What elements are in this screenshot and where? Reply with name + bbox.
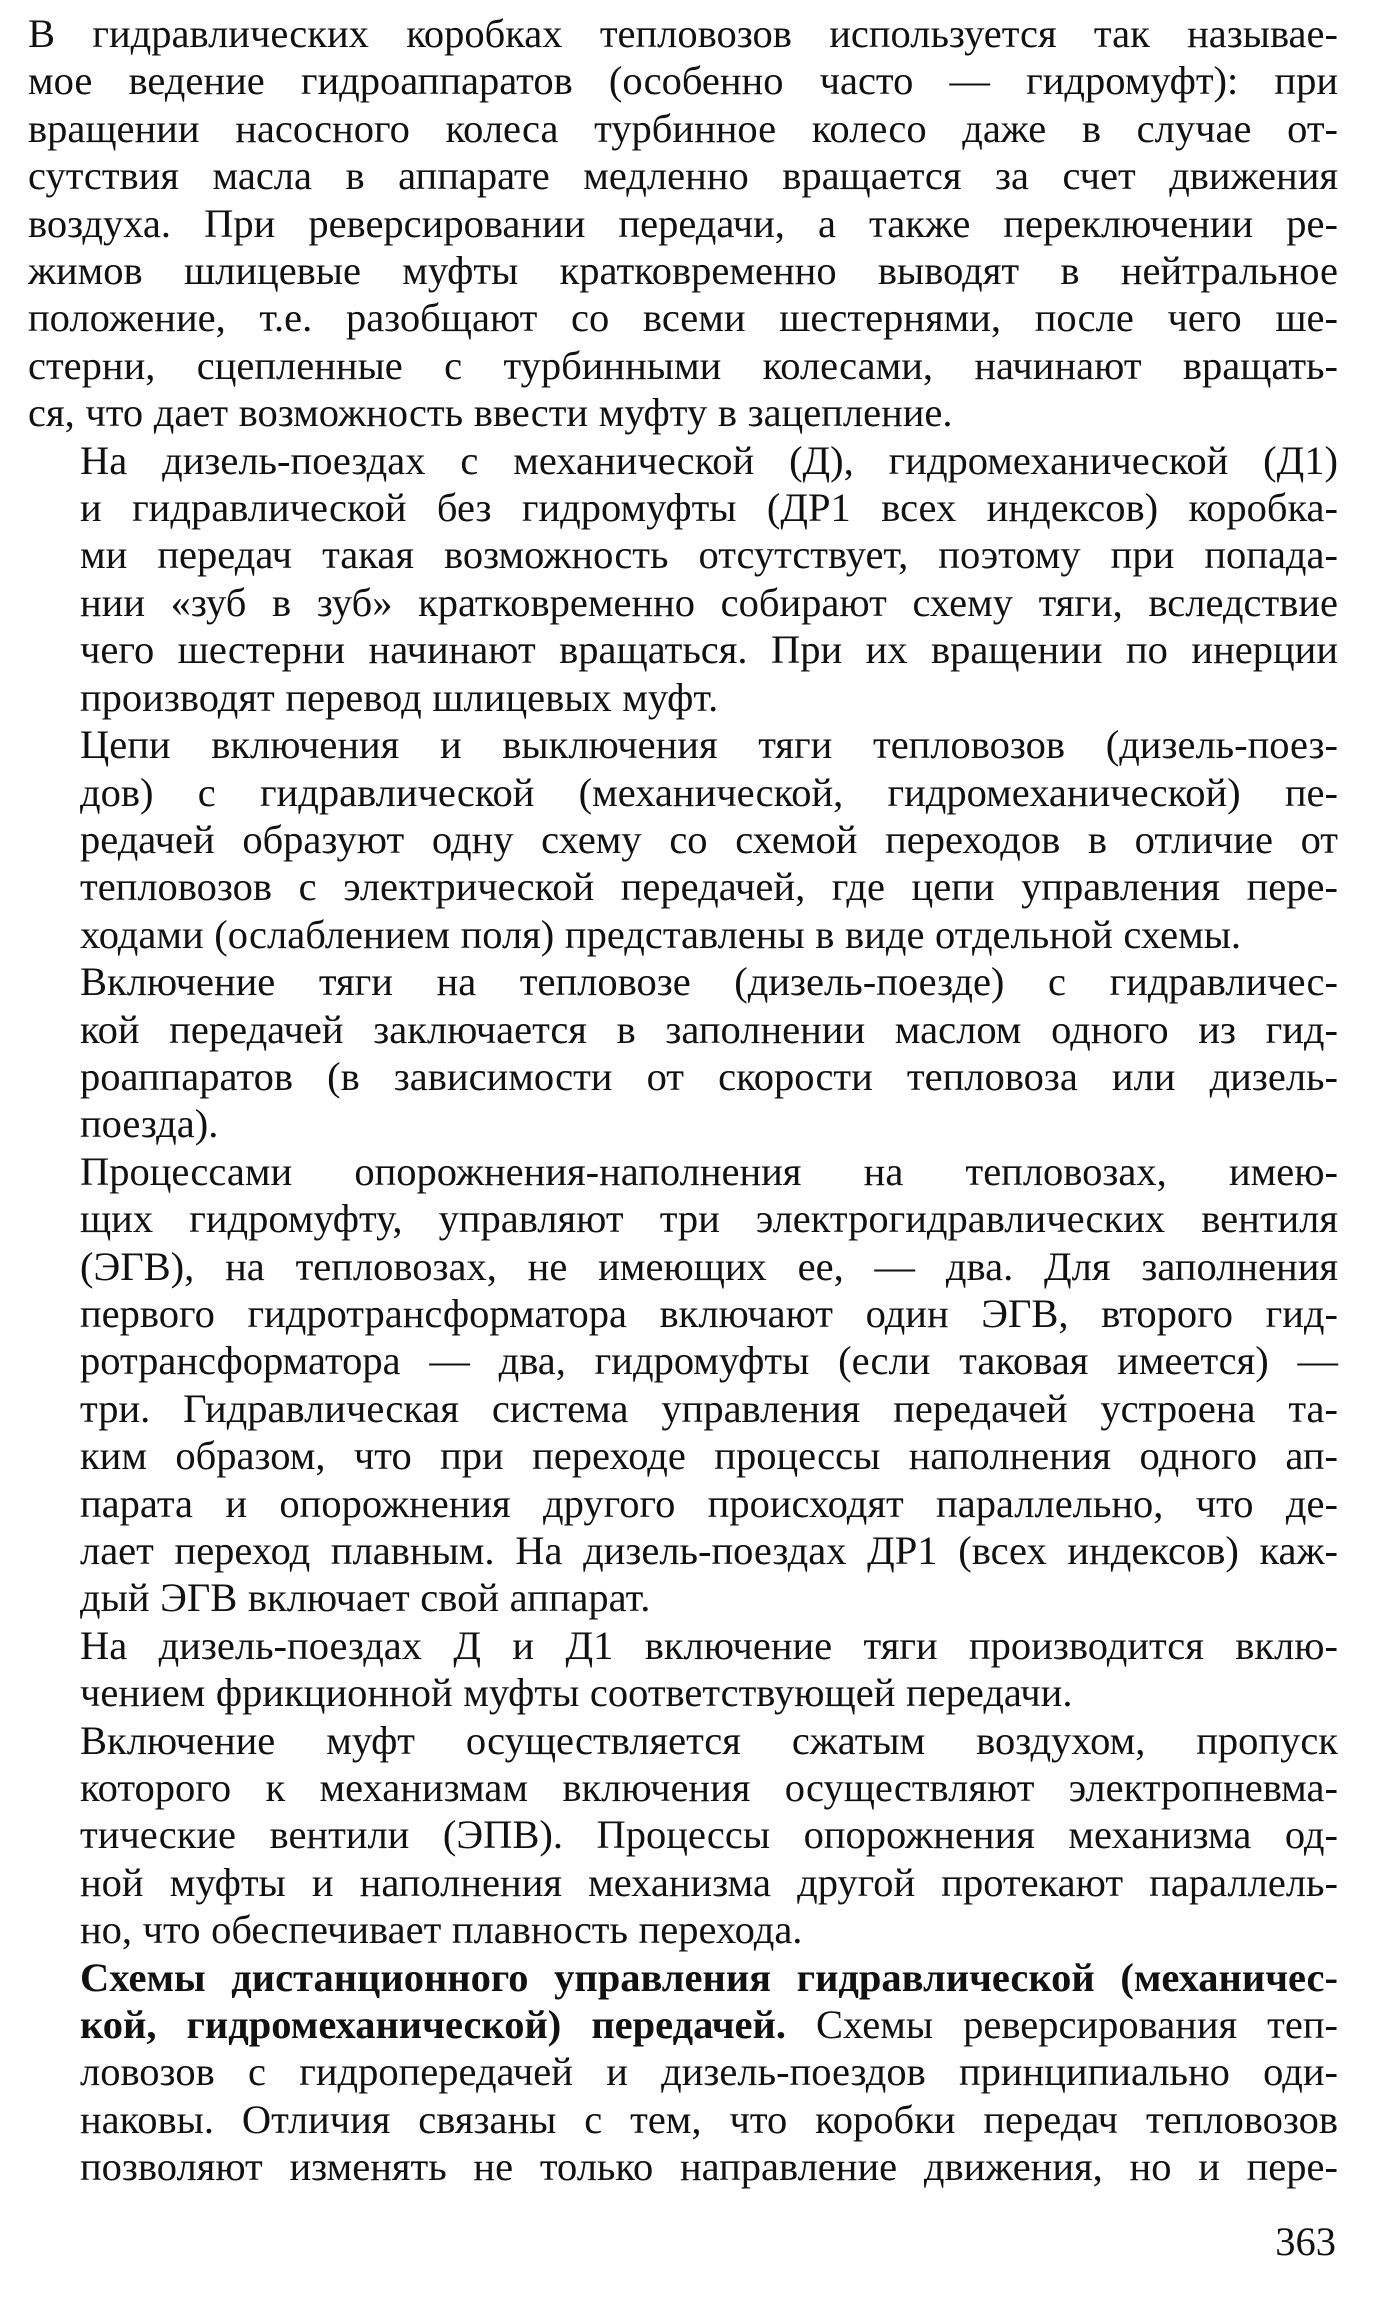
- text-line: Процессами опорожнения-наполнения на тепловозах, имею-: [80, 1148, 1338, 1194]
- text-line: Цепи включения и выключения тяги тепловозов (дизель-поез-: [80, 722, 1338, 768]
- text-line: В гидравлических коробках тепловозов используется так называе-: [28, 11, 1338, 56]
- text-line: чего шестерни начинают вращаться. При их вращении по инерции: [80, 627, 1338, 673]
- text-line: ротрансформатора — два, гидромуфты (если таковая имеется) —: [80, 1338, 1338, 1384]
- text-line: (ЭГВ), на тепловозах, не имеющих ее, — два. Для заполнения: [80, 1243, 1338, 1289]
- text-line: первого гидротрансформатора включают один ЭГВ, второго гид-: [80, 1290, 1338, 1336]
- text-line: ким образом, что при переходе процессы наполнения одного ап-: [80, 1433, 1338, 1479]
- paragraph: [28, 721, 1338, 958]
- text-line: ной муфты и наполнения механизма другой протекают параллель-: [80, 1859, 1338, 1905]
- paragraph: [28, 958, 1338, 1148]
- text-line: На дизель-поездах с механической (Д), гидромеханической (Д1): [80, 437, 1338, 483]
- text-line: вращении насосного колеса турбинное колесо даже в случае от-: [28, 105, 1338, 151]
- text-line: лает переход плавным. На дизель-поездах ДР1 (всех индексов) каж-: [80, 1528, 1338, 1573]
- text-line: воздуха. При реверсировании передачи, а также переключении ре-: [28, 200, 1338, 246]
- text-line: редачей образуют одну схему со схемой переходов в отличие от: [80, 816, 1338, 862]
- section-body-start: Схемы реверсирования теп-: [786, 2002, 1338, 2048]
- section-body-line: позволяют изменять не только направление движения, но и пере-: [80, 2144, 1338, 2190]
- text-line: парата и опорожнения другого происходят параллельно, что де-: [80, 1480, 1338, 1526]
- text-line: жимов шлицевые муфты кратковременно выводят в нейтральное: [28, 248, 1338, 294]
- paragraph: [28, 10, 1338, 437]
- text-line: положение, т.е. разобщают со всеми шестернями, после чего ше-: [28, 295, 1338, 341]
- text-line: сутствия масла в аппарате медленно вращается за счет движения: [28, 153, 1338, 199]
- page-number: 363: [1275, 2219, 1336, 2264]
- text-line: щих гидромуфту, управляют три электрогидравлических вентиля: [80, 1196, 1338, 1242]
- section-heading-part-1: Схемы дистанционного управления гидравлической (механичес-: [80, 1954, 1338, 2000]
- text-line: поезда).: [80, 1101, 219, 1147]
- page-text-body: [28, 10, 1338, 2191]
- text-line: которого к механизмам включения осуществляют электропневма-: [80, 1765, 1338, 1811]
- text-line: Включение тяги на тепловозе (дизель-поезде) с гидравличес-: [80, 959, 1338, 1005]
- text-line: но, что обеспечивает плавность перехода.: [80, 1907, 803, 1953]
- paragraph: [28, 1148, 1338, 1622]
- text-line: чением фрикционной муфты соответствующей передачи.: [80, 1670, 1073, 1716]
- text-line: тические вентили (ЭПВ). Процессы опорожнения механизма од-: [80, 1812, 1338, 1858]
- section-body-line: ловозов с гидропередачей и дизель-поездов принципиально оди-: [80, 2049, 1338, 2095]
- text-line: Включение муфт осуществляется сжатым воздухом, пропуск: [80, 1717, 1338, 1763]
- text-line: роаппаратов (в зависимости от скорости тепловоза или дизель-: [80, 1053, 1338, 1099]
- text-line: ся, что дает возможность ввести муфту в зацепление.: [28, 390, 953, 436]
- section-heading-line-1: [28, 1954, 1338, 2001]
- section-heading-part-2: кой, гидромеханической) передачей.: [80, 2002, 786, 2048]
- text-line: дов) с гидравлической (механической, гидромеханической) пе-: [80, 769, 1338, 815]
- text-line: три. Гидравлическая система управления передачей устроена та-: [80, 1385, 1338, 1431]
- text-line: дый ЭГВ включает свой аппарат.: [80, 1575, 651, 1621]
- section-body-line: наковы. Отличия связаны с тем, что коробки передач тепловозов: [80, 2096, 1338, 2142]
- section-paragraph: [28, 1954, 1338, 2191]
- paragraph: [28, 1717, 1338, 1954]
- text-line: ходами (ослаблением поля) представлены в виде отдельной схемы.: [80, 911, 1242, 957]
- text-line: мое ведение гидроаппаратов (особенно часто — гидромуфт): при: [28, 58, 1338, 104]
- text-line: На дизель-поездах Д и Д1 включение тяги производится вклю-: [80, 1622, 1338, 1668]
- paragraph: [28, 1622, 1338, 1717]
- text-line: кой передачей заключается в заполнении маслом одного из гид-: [80, 1006, 1338, 1052]
- text-line: нии «зуб в зуб» кратковременно собирают схему тяги, вследствие: [80, 579, 1338, 625]
- text-line: стерни, сцепленные с турбинными колесами, начинают вращать-: [28, 342, 1338, 388]
- section-heading-line-2: [28, 2001, 1338, 2048]
- text-line: и гидравлической без гидромуфты (ДР1 всех индексов) коробка-: [80, 485, 1338, 531]
- paragraph: [28, 437, 1338, 721]
- text-line: тепловозов с электрической передачей, где цепи управления пере-: [80, 864, 1338, 910]
- text-line: производят перевод шлицевых муфт.: [80, 674, 719, 720]
- text-line: ми передач такая возможность отсутствует, поэтому при попада-: [80, 532, 1338, 578]
